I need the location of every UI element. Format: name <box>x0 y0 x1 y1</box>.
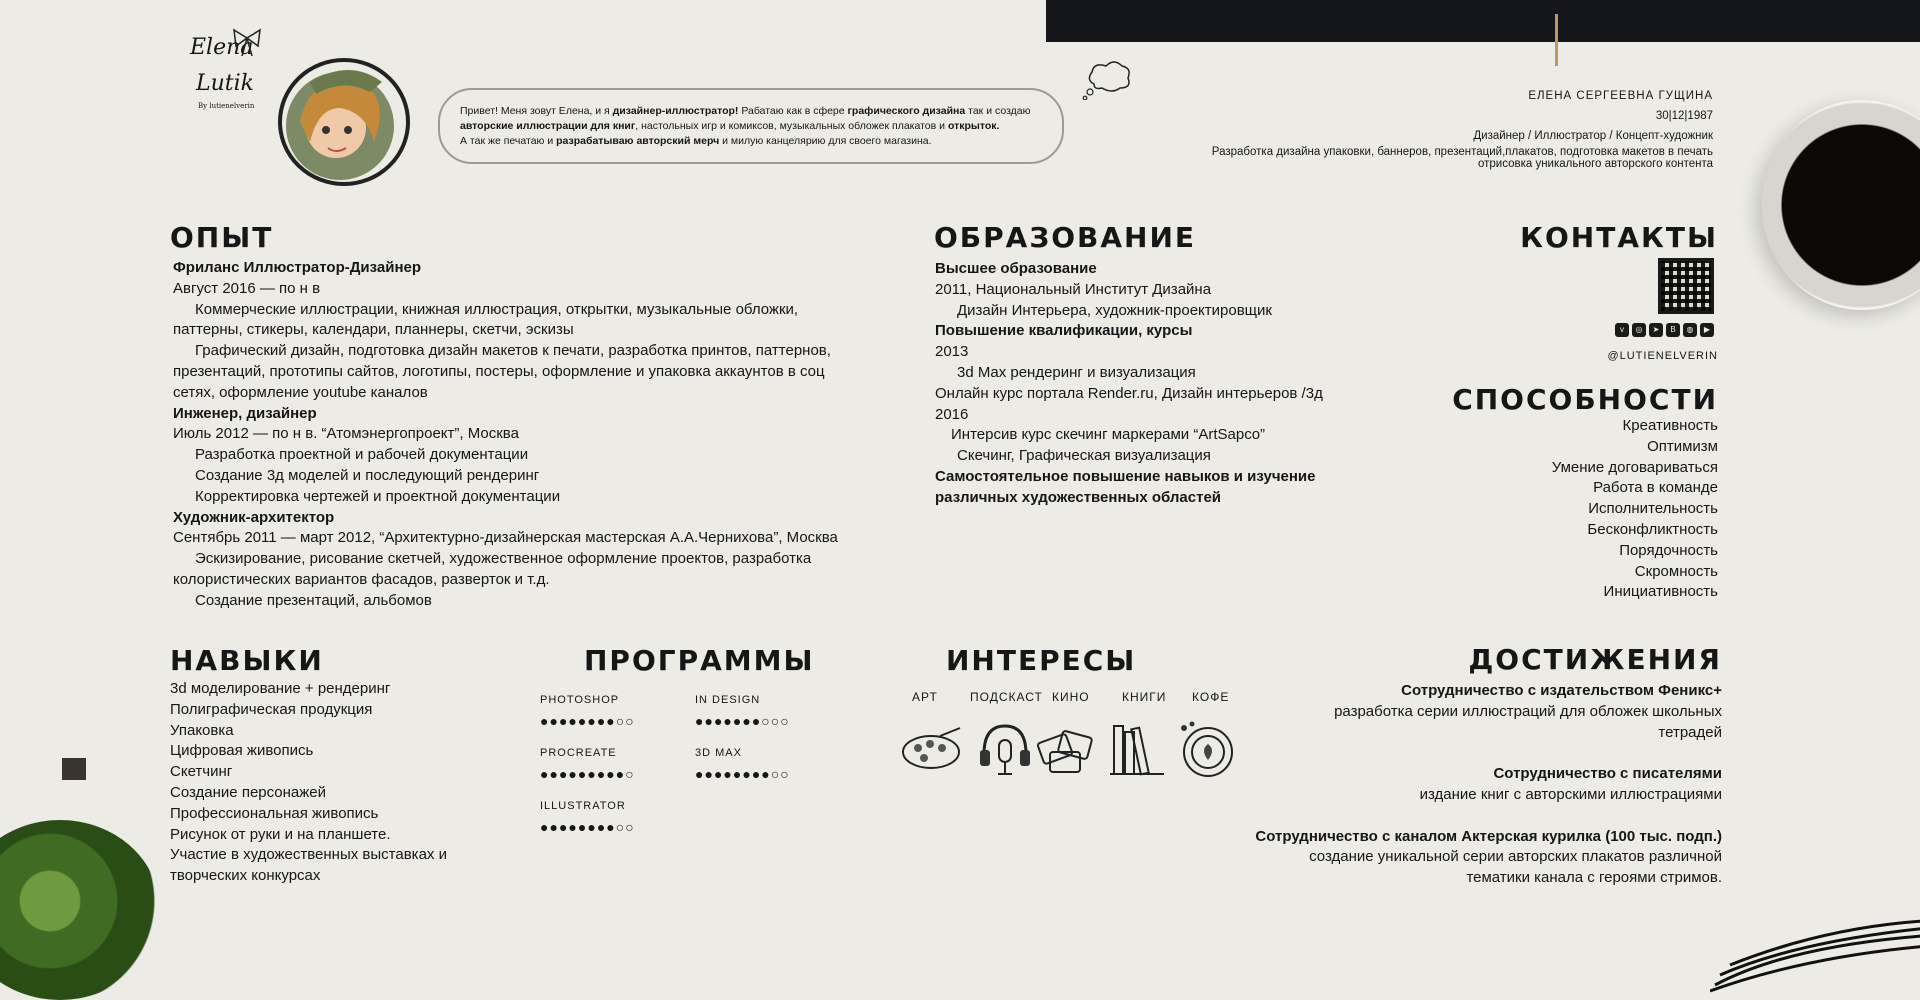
education-line: Интерсив курс скечинг маркерами “ArtSapco” <box>951 426 1266 444</box>
dribbble-icon[interactable]: ◍ <box>1683 323 1697 337</box>
intro-line1: Привет! Меня зовут Елена, и я дизайнер-иллюстратор! Рабатаю как в сфере графического дизайна так и создаю <box>460 105 1031 117</box>
headphones-icon <box>974 718 1036 780</box>
education-line: Скечинг, Графическая визуализация <box>957 447 1211 465</box>
experience-line: Графический дизайн, подготовка дизайн макетов к печати, разработка принтов, паттернов, <box>195 342 831 360</box>
instagram-icon[interactable]: ◎ <box>1632 323 1646 337</box>
ability-item: Работа в команде <box>1593 479 1718 497</box>
level-dot-filled: ● <box>615 766 626 782</box>
achievements-title: ДОСТИЖЕНИЯ <box>1468 643 1722 676</box>
coffee-cup-photo <box>1762 100 1920 310</box>
level-dot-filled: ● <box>732 766 743 782</box>
program-item <box>540 746 635 782</box>
skills-title: НАВЫКИ <box>170 644 324 677</box>
skill-item: Цифровая живопись <box>170 742 314 760</box>
achievement-head: Сотрудничество с писателями <box>1493 765 1722 783</box>
program-name: PROCREATE <box>540 747 617 759</box>
ability-item: Исполнительность <box>1588 500 1718 518</box>
interests-row <box>900 690 1240 790</box>
education-line: 2011, Национальный Институт Дизайна <box>935 280 1212 298</box>
experience-line: Коммерческие иллюстрации, книжная иллюстрация, открытки, музыкальные обложки, <box>195 300 799 318</box>
profile-name: ЕЛЕНА СЕРГЕЕВНА ГУЩИНА <box>1528 90 1713 102</box>
telegram-icon[interactable]: ➤ <box>1649 323 1663 337</box>
experience-line: Фриланс Иллюстратор-Дизайнер <box>173 259 422 276</box>
skill-item: Упаковка <box>170 721 234 739</box>
logo-line1: Elena <box>190 35 254 60</box>
education-line: Самостоятельное повышение навыков и изучение <box>935 467 1316 485</box>
level-dot-filled: ● <box>732 713 743 729</box>
profile-desc1: Разработка дизайна упаковки, баннеров, презентаций,плакатов, подготовка макетов в печать <box>1211 146 1713 158</box>
logo-tag: By lutienelverin <box>198 102 255 110</box>
ability-item: Порядочность <box>1619 541 1718 559</box>
ability-item: Оптимизм <box>1647 437 1718 455</box>
education-line: 2016 <box>935 405 969 423</box>
programs-title: ПРОГРАММЫ <box>584 644 815 677</box>
level-dot-filled: ● <box>587 819 597 835</box>
intro-line2: авторские иллюстрации для книг, настольных игр и комиксов, музыкальных обложек плакатов и открыток. <box>460 120 1000 132</box>
experience-line: Эскизирование, рисование скетчей, художественное оформление проектов, разработка <box>195 550 812 568</box>
level-dot-filled: ● <box>606 819 616 835</box>
experience-line: Создание 3д моделей и последующий рендеринг <box>195 466 540 484</box>
achievement-line: тематики канала с героями стримов. <box>1466 869 1722 887</box>
education-line: Высшее образование <box>935 260 1097 277</box>
experience-line: Инженер, дизайнер <box>173 404 317 422</box>
education-list <box>935 259 1355 509</box>
level-dot-filled: ● <box>540 819 550 835</box>
experience-line: Корректировка чертежей и проектной документации <box>195 487 561 505</box>
profile-info <box>1193 86 1713 170</box>
experience-line: паттерны, стикеры, календари, планнеры, скетчи, эскизы <box>173 321 574 339</box>
skill-item: Профессиональная живопись <box>170 804 379 822</box>
scribble-decor <box>1710 915 1920 995</box>
level-dot-filled: ● <box>751 713 762 729</box>
plant-photo <box>0 820 160 1000</box>
education-line: 2013 <box>935 343 969 361</box>
achievement-line: разработка серии иллюстраций для обложек школьных <box>1334 702 1722 720</box>
ability-item: Скромность <box>1634 562 1718 580</box>
ability-item: Инициативность <box>1603 583 1718 601</box>
experience-line: презентаций, прототипы сайтов, логотипы, постеры, оформление и упаковка аккаунтов в соц <box>173 362 825 380</box>
level-dot-filled: ● <box>606 766 616 782</box>
achievements-list <box>1202 681 1722 910</box>
level-dot-filled: ● <box>568 819 578 835</box>
program-item <box>695 746 790 782</box>
experience-line: Август 2016 — по н в <box>173 279 321 297</box>
level-dot-filled: ● <box>540 766 550 782</box>
vk-icon[interactable]: v <box>1615 323 1629 337</box>
skill-item: Полиграфическая продукция <box>170 700 373 718</box>
level-dot-filled: ● <box>540 713 550 729</box>
profile-dob: 30|12|1987 <box>1655 110 1713 122</box>
experience-list <box>173 258 853 612</box>
level-dot-filled: ● <box>577 713 588 729</box>
small-stamp-decor <box>62 758 86 780</box>
education-line: 3d Max рендеринг и визуализация <box>957 363 1196 381</box>
level-dot-filled: ● <box>577 819 588 835</box>
level-dot-empty: ○ <box>615 713 626 729</box>
experience-line: Художник-архитектор <box>173 508 335 526</box>
level-dot-filled: ● <box>713 713 724 729</box>
program-name: IN DESIGN <box>695 694 761 706</box>
level-dot-filled: ● <box>606 713 616 729</box>
level-dot-filled: ● <box>695 713 705 729</box>
level-dot-empty: ○ <box>770 766 781 782</box>
level-dot-filled: ● <box>742 766 752 782</box>
level-dot-filled: ● <box>558 819 569 835</box>
level-dot-filled: ● <box>596 819 607 835</box>
program-level-dots <box>540 819 635 835</box>
ability-item: Умение договариваться <box>1551 458 1718 476</box>
interest-label-books: КНИГИ <box>1122 690 1167 704</box>
level-dot-filled: ● <box>723 713 733 729</box>
level-dot-filled: ● <box>742 713 752 729</box>
program-item <box>695 693 790 729</box>
program-name: ILLUSTRATOR <box>540 800 626 812</box>
skill-item: творческих конкурсах <box>170 867 321 885</box>
level-dot-filled: ● <box>695 766 705 782</box>
achievement-item <box>1202 827 1722 889</box>
experience-line: сетях, оформление youtube каналов <box>173 383 428 401</box>
level-dot-empty: ○ <box>761 713 771 729</box>
logo-line2: Lutik <box>196 71 254 96</box>
program-level-dots <box>540 766 635 782</box>
qr-code[interactable] <box>1658 258 1714 314</box>
experience-line: колористических вариантов фасадов, разверток и т.д. <box>173 570 550 588</box>
level-dot-filled: ● <box>549 766 559 782</box>
level-dot-filled: ● <box>577 766 588 782</box>
skill-item: 3d моделирование + рендеринг <box>170 680 391 697</box>
profile-role: Дизайнер / Иллюстратор / Концепт-художник <box>1473 130 1713 142</box>
top-photo-band <box>1046 0 1920 42</box>
interest-label-art: АРТ <box>912 690 938 704</box>
experience-line: Июль 2012 — по н в. “Атомэнергопроект”, Москва <box>173 425 519 443</box>
intro-line3: А так же печатаю и разрабатываю авторский мерч и милую канцелярию для своего магазина. <box>460 135 932 147</box>
level-dot-empty: ○ <box>625 766 635 782</box>
abilities-list <box>1418 416 1718 603</box>
program-name: 3D MAX <box>695 747 742 759</box>
level-dot-empty: ○ <box>780 713 790 729</box>
program-level-dots <box>695 713 790 729</box>
program-item <box>540 693 635 729</box>
youtube-icon[interactable]: ▶ <box>1700 323 1714 337</box>
level-dot-filled: ● <box>704 713 714 729</box>
books-icon <box>1106 718 1168 780</box>
level-dot-empty: ○ <box>770 713 781 729</box>
abilities-title: СПОСОБНОСТИ <box>1452 383 1718 416</box>
program-level-dots <box>695 766 790 782</box>
contacts-title: КОНТАКТЫ <box>1520 221 1718 254</box>
level-dot-filled: ● <box>596 713 607 729</box>
level-dot-filled: ● <box>558 713 569 729</box>
level-dot-filled: ● <box>549 713 559 729</box>
level-dot-empty: ○ <box>625 713 635 729</box>
palette-icon <box>900 718 962 780</box>
skills-list <box>170 679 490 887</box>
achievement-item <box>1202 764 1722 806</box>
skill-item: Участие в художественных выставках и <box>170 846 447 864</box>
thought-cloud-icon <box>1082 58 1134 100</box>
program-name: PHOTOSHOP <box>540 694 620 706</box>
level-dot-empty: ○ <box>780 766 790 782</box>
education-line: Дизайн Интерьера, художник-проектировщик <box>957 301 1272 319</box>
behance-icon[interactable]: B <box>1666 323 1680 337</box>
program-item <box>540 799 635 835</box>
experience-title: ОПЫТ <box>170 221 274 254</box>
ability-item: Бесконфликтность <box>1587 520 1718 538</box>
level-dot-filled: ● <box>723 766 733 782</box>
skill-item: Создание персонажей <box>170 783 327 801</box>
bow-icon <box>230 24 264 58</box>
avatar <box>270 52 418 192</box>
interest-label-coffee: КОФЕ <box>1192 690 1230 704</box>
education-line: различных художественных областей <box>935 488 1222 506</box>
level-dot-empty: ○ <box>615 819 626 835</box>
level-dot-filled: ● <box>587 713 597 729</box>
intro-bubble <box>438 88 1064 164</box>
level-dot-filled: ● <box>568 766 578 782</box>
education-line: Повышение квалификации, курсы <box>935 322 1193 340</box>
level-dot-filled: ● <box>761 766 771 782</box>
social-icons <box>1615 323 1714 337</box>
interest-label-cinema: КИНО <box>1052 690 1090 704</box>
education-line: Онлайн курс портала Render.ru, Дизайн интерьеров /3д <box>935 384 1323 402</box>
level-dot-filled: ● <box>568 713 578 729</box>
interest-label-podcast: ПОДСКАСТ <box>970 690 1043 704</box>
level-dot-filled: ● <box>751 766 762 782</box>
level-dot-empty: ○ <box>625 819 635 835</box>
level-dot-filled: ● <box>558 766 569 782</box>
level-dot-filled: ● <box>596 766 607 782</box>
interests-title: ИНТЕРЕСЫ <box>946 644 1137 677</box>
level-dot-filled: ● <box>713 766 724 782</box>
achievement-line: тетрадей <box>1658 723 1722 741</box>
skill-item: Рисунок от руки и на планшете. <box>170 825 391 843</box>
level-dot-filled: ● <box>704 766 714 782</box>
programs-grid <box>540 693 860 833</box>
experience-line: Создание презентаций, альбомов <box>195 591 432 609</box>
education-title: ОБРАЗОВАНИЕ <box>934 221 1197 254</box>
experience-line: Сентябрь 2011 — март 2012, “Архитектурно-дизайнерская мастерская А.А.Чернихова”, Москва <box>173 529 838 547</box>
skill-item: Скетчинг <box>170 763 233 781</box>
gold-pen-decor <box>1555 14 1558 66</box>
profile-desc2: отрисовка уникального авторского контента <box>1477 158 1713 170</box>
ability-item: Креативность <box>1622 417 1718 434</box>
film-tickets-icon <box>1034 718 1096 780</box>
experience-line: Разработка проектной и рабочей документации <box>195 446 529 464</box>
achievement-head: Сотрудничество с издательством Феникс+ <box>1401 682 1722 699</box>
contact-handle[interactable]: @LUTIENELVERIN <box>1607 350 1718 362</box>
program-level-dots <box>540 713 635 729</box>
level-dot-filled: ● <box>549 819 559 835</box>
achievement-head: Сотрудничество с каналом Актерская курилка (100 тыс. подп.) <box>1255 827 1722 845</box>
level-dot-filled: ● <box>587 766 597 782</box>
achievement-line: издание книг с авторскими иллюстрациями <box>1419 785 1722 803</box>
achievement-item <box>1202 681 1722 743</box>
achievement-line: создание уникальной серии авторских плакатов различной <box>1309 848 1722 866</box>
